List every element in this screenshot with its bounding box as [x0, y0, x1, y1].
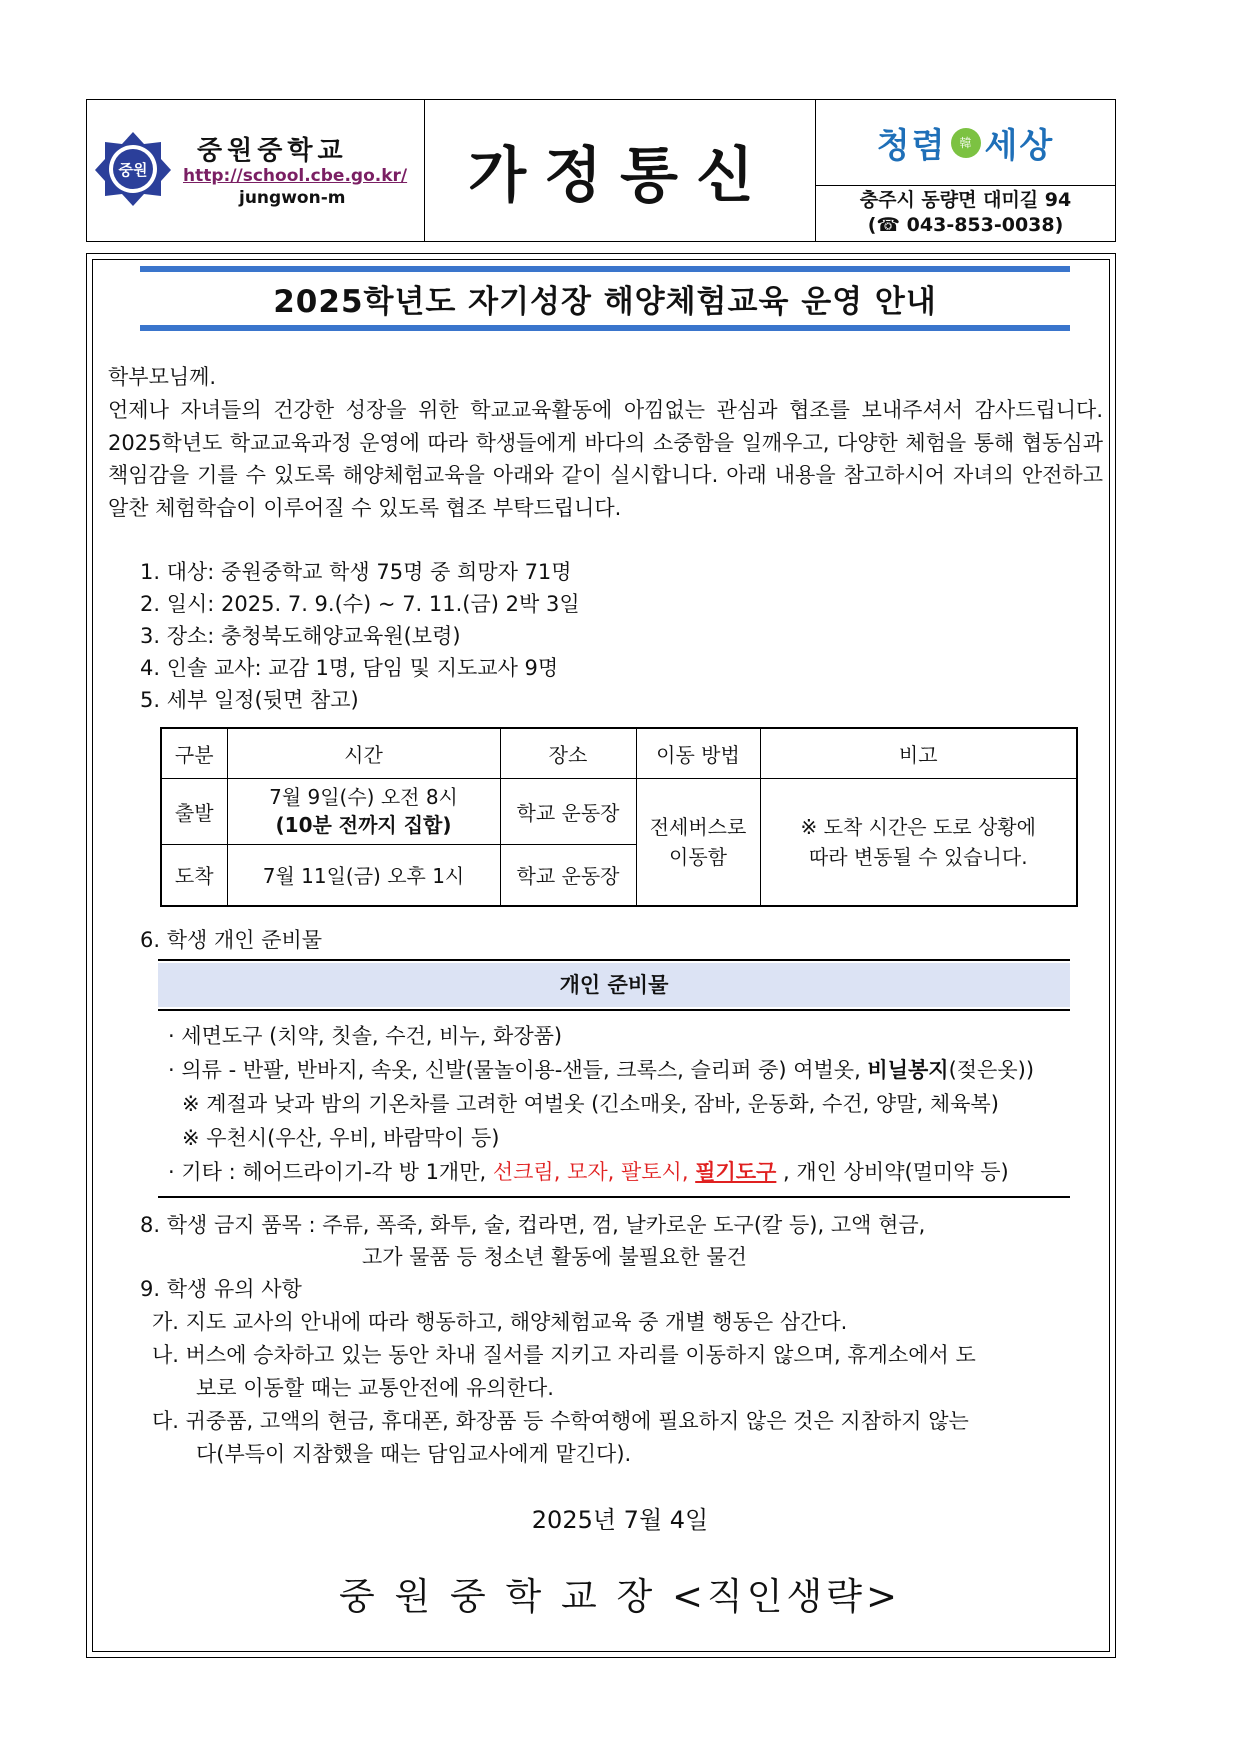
school-phone: (☎ 043-853-0038) [867, 214, 1064, 236]
depart-place: 학교 운동장 [500, 778, 636, 844]
note-na-1: 나. 버스에 승차하고 있는 동안 차내 질서를 지키고 자리를 이동하지 않으며, 휴게소에서 도 [152, 1343, 976, 1367]
item-5-schedule: 5. 세부 일정(뒷면 참고) [140, 688, 359, 712]
prep-clothing-wet: (젖은옷)) [948, 1058, 1035, 1082]
prep-toiletries: · 세면도구 (치약, 칫솔, 수건, 비누, 화장품) [168, 1024, 563, 1048]
transport-line-1: 전세버스로 [649, 814, 747, 839]
slogan-logo [816, 100, 1115, 186]
greeting: 학부모님께. [108, 365, 217, 389]
arrive-place: 학교 운동장 [500, 844, 636, 906]
header-remark: 비고 [760, 728, 1077, 778]
slogan-left: 청렴 [876, 126, 947, 166]
prep-clothing [168, 1054, 1034, 1086]
newsletter-title-cell [425, 100, 816, 241]
prep-rule-top [158, 959, 1070, 961]
prep-rain-note: ※ 우천시(우산, 우비, 바람막이 등) [182, 1126, 500, 1150]
arrive-label: 도착 [161, 844, 227, 906]
school-emblem-icon [95, 130, 171, 206]
table-header-row [161, 728, 1077, 778]
transport-cell [636, 778, 760, 906]
remark-line-2: 따라 변동될 수 있습니다. [808, 844, 1028, 869]
table-row-depart [161, 778, 1077, 844]
depart-time-cell [227, 778, 500, 844]
svg-text:중원: 중원 [118, 161, 148, 179]
prep-header: 개인 준비물 [158, 963, 1070, 1007]
remark-cell [760, 778, 1077, 906]
depart-time: 7월 9일(수) 오전 8시 [269, 785, 458, 809]
prep-clothing-bag: 비닐봉지 [867, 1058, 949, 1082]
item-8-prohibited: 8. 학생 금지 품목 : 주류, 폭죽, 화투, 술, 컵라면, 껌, 날카로운 도구(칼 등), 고액 현금, [140, 1213, 926, 1237]
school-id: jungwon-m [239, 188, 346, 208]
item-3-place: 3. 장소: 충청북도해양교육원(보령) [140, 624, 461, 648]
note-ga: 가. 지도 교사의 안내에 따라 행동하고, 해양체험교육 중 개별 행동은 삼간다. [152, 1310, 848, 1334]
arrive-time: 7월 11일(금) 오후 1시 [227, 844, 500, 906]
depart-label: 출발 [161, 778, 227, 844]
prep-etc [168, 1156, 1009, 1188]
header-place: 장소 [500, 728, 636, 778]
transport-line-2: 이동함 [669, 844, 727, 869]
note-na-2: 보로 이동할 때는 교통안전에 유의한다. [196, 1376, 554, 1400]
prep-etc-medicine: , 개인 상비약(멀미약 등) [776, 1160, 1009, 1184]
item-1-target: 1. 대상: 중원중학교 학생 75명 중 희망자 71명 [140, 560, 572, 584]
intro-paragraph: 언제나 자녀들의 건강한 성장을 위한 학교교육활동에 아낌없는 관심과 협조를 보내주셔서 감사드립니다. 2025학년도 학교교육과정 운영에 따라 학생들에게 바다의 소중함을 일깨우고, 다양한 체험을 통해 협동심과 책임감을 기를 수 있도록 해양체험교육을 아래와 같이 실시합니다. 아래 내용을 참고하시어 자녀의 안전하고 알찬 체험학습이 이루어질 수 있도록 협조 부탁드립니다. [108, 398, 1103, 520]
header-time: 시간 [227, 728, 500, 778]
depart-note: (10분 전까지 집합) [275, 813, 452, 837]
prep-rule-mid [158, 1009, 1070, 1011]
issue-date: 2025년 7월 4일 [531, 1506, 709, 1534]
schedule-table [160, 727, 1078, 907]
school-address-block [816, 188, 1115, 238]
item-9-notes: 9. 학생 유의 사항 [140, 1277, 302, 1301]
item-4-teachers: 4. 인솔 교사: 교감 1명, 담임 및 지도교사 9명 [140, 656, 559, 680]
header-category: 구분 [161, 728, 227, 778]
remark-line-1: ※ 도착 시간은 도로 상황에 [800, 814, 1036, 839]
prep-clothing-note: ※ 계절과 낮과 밤의 기온차를 고려한 여벌옷 (긴소매옷, 잠바, 운동화, 수건, 양말, 체육복) [182, 1092, 999, 1116]
school-info-cell [87, 100, 425, 241]
prep-clothing-text: · 의류 - 반팔, 반바지, 속옷, 신발(물놀이용-샌들, 크록스, 슬리퍼 중) 여벌옷, [168, 1058, 868, 1082]
title-rule-top [140, 266, 1070, 272]
prep-etc-stationery: 필기도구 [695, 1160, 777, 1184]
title-rule-bottom [140, 325, 1070, 331]
prep-etc-text: · 기타 : 헤어드라이기-각 방 1개만, [168, 1160, 493, 1184]
school-address: 충주시 동량면 대미길 94 [859, 189, 1072, 211]
newsletter-title: 가정통신 [468, 140, 772, 211]
item-2-date: 2. 일시: 2025. 7. 9.(수) ~ 7. 11.(금) 2박 3일 [140, 592, 580, 616]
school-name: 중원중학교 [197, 136, 348, 166]
item-8-prohibited-cont: 고가 물품 등 청소년 활동에 불필요한 물건 [362, 1245, 747, 1269]
slogan-right: 세상 [984, 126, 1055, 166]
school-url-link[interactable]: http://school.cbe.go.kr/ [183, 166, 408, 186]
note-da-1: 다. 귀중품, 고액의 현금, 휴대폰, 화장품 등 수학여행에 필요하지 않은 것은 지참하지 않는 [152, 1409, 969, 1433]
item-6-prep: 6. 학생 개인 준비물 [140, 928, 323, 952]
note-da-2: 다(부득이 지참했을 때는 담임교사에게 맡긴다). [196, 1442, 632, 1466]
document-title: 2025학년도 자기성장 해양체험교육 운영 안내 [273, 284, 937, 320]
slogan-address-cell [816, 100, 1115, 241]
principal-signature: 중 원 중 학 교 장 <직인생략> [339, 1575, 901, 1618]
newsletter-header [86, 99, 1116, 242]
header-transport: 이동 방법 [636, 728, 760, 778]
prep-rule-bottom [158, 1196, 1070, 1198]
slogan-badge-icon: 韓 [951, 128, 981, 158]
prep-etc-red: 선크림, 모자, 팔토시, [492, 1160, 696, 1184]
